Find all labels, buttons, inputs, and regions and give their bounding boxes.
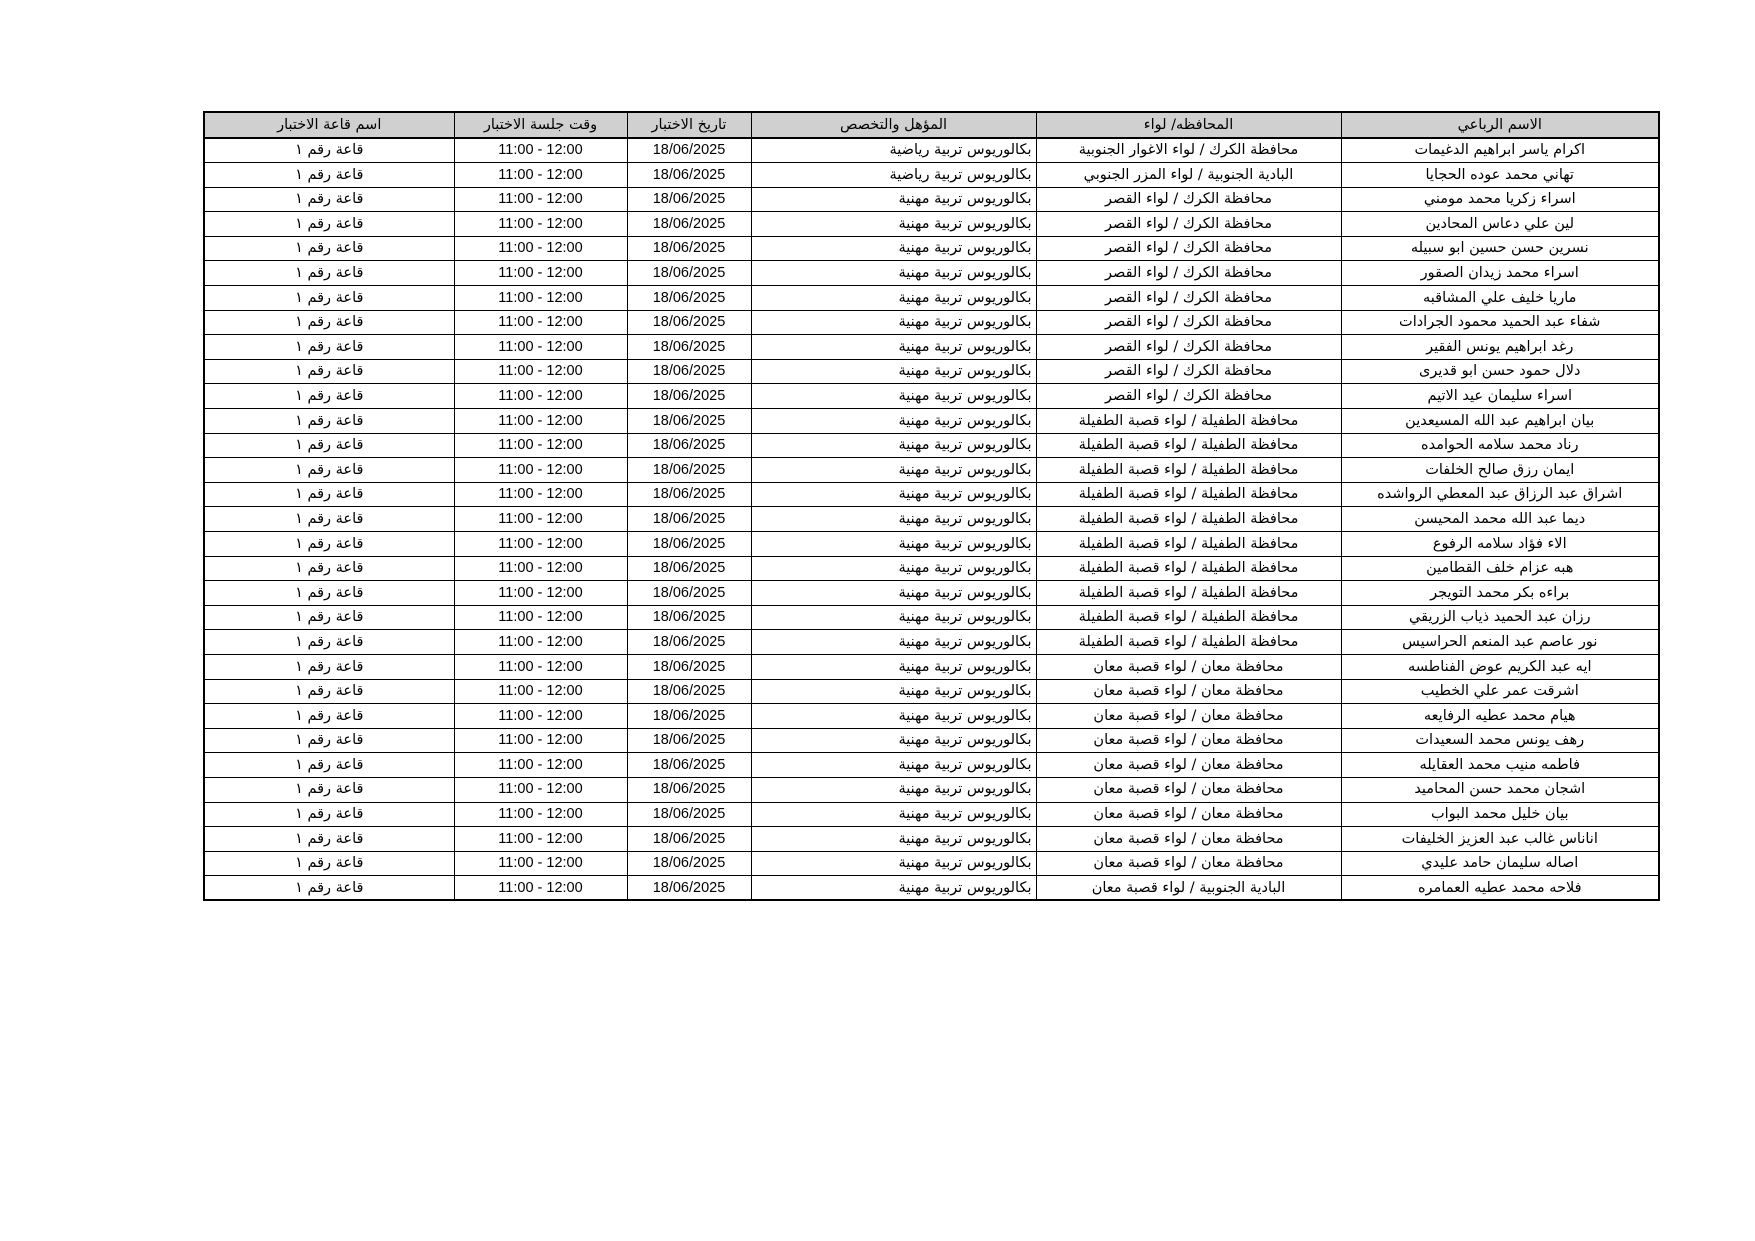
cell-time: 11:00 - 12:00 [454,138,627,163]
cell-time: 11:00 - 12:00 [454,581,627,606]
cell-date: 18/06/2025 [627,335,751,360]
cell-qualification: بكالوريوس تربية مهنية [751,876,1036,901]
cell-time: 11:00 - 12:00 [454,236,627,261]
cell-date: 18/06/2025 [627,138,751,163]
cell-hall: قاعة رقم ١ [204,679,454,704]
cell-name: دلال حمود حسن ابو قديرى [1341,359,1659,384]
cell-date: 18/06/2025 [627,433,751,458]
cell-date: 18/06/2025 [627,187,751,212]
cell-time: 11:00 - 12:00 [454,753,627,778]
table-row [204,532,1659,557]
cell-date: 18/06/2025 [627,163,751,188]
cell-governorate: محافظة معان / لواء قصبة معان [1036,827,1341,852]
cell-governorate: محافظة معان / لواء قصبة معان [1036,851,1341,876]
cell-name: ماريا خليف علي المشاقبه [1341,286,1659,311]
cell-time: 11:00 - 12:00 [454,876,627,901]
cell-date: 18/06/2025 [627,310,751,335]
table-row [204,236,1659,261]
cell-time: 11:00 - 12:00 [454,261,627,286]
table-row [204,777,1659,802]
cell-hall: قاعة رقم ١ [204,236,454,261]
cell-qualification: بكالوريوس تربية مهنية [751,679,1036,704]
cell-name: ايمان رزق صالح الخلفات [1341,458,1659,483]
cell-hall: قاعة رقم ١ [204,851,454,876]
cell-hall: قاعة رقم ١ [204,605,454,630]
cell-name: اصاله سليمان حامد عليدي [1341,851,1659,876]
cell-time: 11:00 - 12:00 [454,728,627,753]
cell-governorate: محافظة معان / لواء قصبة معان [1036,654,1341,679]
cell-time: 11:00 - 12:00 [454,851,627,876]
table-row [204,409,1659,434]
table-row [204,876,1659,901]
cell-hall: قاعة رقم ١ [204,827,454,852]
table-row [204,458,1659,483]
cell-governorate: محافظة الطفيلة / لواء قصبة الطفيلة [1036,482,1341,507]
cell-hall: قاعة رقم ١ [204,654,454,679]
cell-hall: قاعة رقم ١ [204,532,454,557]
cell-governorate: البادية الجنوبية / لواء قصبة معان [1036,876,1341,901]
cell-qualification: بكالوريوس تربية مهنية [751,532,1036,557]
cell-time: 11:00 - 12:00 [454,777,627,802]
cell-name: بيان ابراهيم عبد الله المسيعدين [1341,409,1659,434]
table-row [204,654,1659,679]
cell-name: رغد ابراهيم يونس الفقير [1341,335,1659,360]
cell-date: 18/06/2025 [627,236,751,261]
table-row [204,507,1659,532]
cell-qualification: بكالوريوس تربية مهنية [751,409,1036,434]
cell-qualification: بكالوريوس تربية رياضية [751,138,1036,163]
cell-hall: قاعة رقم ١ [204,876,454,901]
cell-hall: قاعة رقم ١ [204,138,454,163]
cell-hall: قاعة رقم ١ [204,630,454,655]
cell-date: 18/06/2025 [627,654,751,679]
cell-name: اشراق عبد الرزاق عبد المعطي الرواشده [1341,482,1659,507]
cell-name: بيان خليل محمد البواب [1341,802,1659,827]
cell-hall: قاعة رقم ١ [204,507,454,532]
cell-qualification: بكالوريوس تربية مهنية [751,728,1036,753]
cell-time: 11:00 - 12:00 [454,359,627,384]
cell-qualification: بكالوريوس تربية مهنية [751,753,1036,778]
cell-time: 11:00 - 12:00 [454,654,627,679]
table-row [204,187,1659,212]
cell-time: 11:00 - 12:00 [454,482,627,507]
table-row [204,704,1659,729]
cell-qualification: بكالوريوس تربية مهنية [751,384,1036,409]
cell-time: 11:00 - 12:00 [454,310,627,335]
cell-qualification: بكالوريوس تربية رياضية [751,163,1036,188]
cell-hall: قاعة رقم ١ [204,433,454,458]
cell-name: اسراء زكريا محمد مومني [1341,187,1659,212]
cell-time: 11:00 - 12:00 [454,605,627,630]
cell-qualification: بكالوريوس تربية مهنية [751,236,1036,261]
cell-name: فلاحه محمد عطيه العمامره [1341,876,1659,901]
cell-qualification: بكالوريوس تربية مهنية [751,261,1036,286]
cell-governorate: محافظة الكرك / لواء الاغوار الجنوبية [1036,138,1341,163]
table-row [204,433,1659,458]
cell-time: 11:00 - 12:00 [454,532,627,557]
table-row [204,310,1659,335]
cell-time: 11:00 - 12:00 [454,187,627,212]
cell-time: 11:00 - 12:00 [454,704,627,729]
cell-date: 18/06/2025 [627,532,751,557]
cell-qualification: بكالوريوس تربية مهنية [751,507,1036,532]
cell-governorate: محافظة الطفيلة / لواء قصبة الطفيلة [1036,532,1341,557]
cell-qualification: بكالوريوس تربية مهنية [751,359,1036,384]
cell-qualification: بكالوريوس تربية مهنية [751,851,1036,876]
cell-hall: قاعة رقم ١ [204,581,454,606]
table-row [204,851,1659,876]
cell-time: 11:00 - 12:00 [454,507,627,532]
cell-qualification: بكالوريوس تربية مهنية [751,827,1036,852]
table-row [204,679,1659,704]
cell-hall: قاعة رقم ١ [204,728,454,753]
table-row [204,212,1659,237]
cell-time: 11:00 - 12:00 [454,335,627,360]
cell-governorate: محافظة معان / لواء قصبة معان [1036,753,1341,778]
header-time: وقت جلسة الاختبار [454,112,627,138]
cell-date: 18/06/2025 [627,728,751,753]
cell-date: 18/06/2025 [627,507,751,532]
cell-hall: قاعة رقم ١ [204,409,454,434]
table-row [204,286,1659,311]
table-row [204,605,1659,630]
table-body [204,138,1659,900]
cell-governorate: البادية الجنوبية / لواء المزر الجنوبي [1036,163,1341,188]
cell-date: 18/06/2025 [627,630,751,655]
table-row [204,138,1659,163]
table-row [204,359,1659,384]
cell-governorate: محافظة الكرك / لواء القصر [1036,286,1341,311]
cell-governorate: محافظة الطفيلة / لواء قصبة الطفيلة [1036,409,1341,434]
cell-date: 18/06/2025 [627,876,751,901]
cell-governorate: محافظة الكرك / لواء القصر [1036,384,1341,409]
cell-hall: قاعة رقم ١ [204,384,454,409]
cell-name: تهاني محمد عوده الحجايا [1341,163,1659,188]
cell-governorate: محافظة معان / لواء قصبة معان [1036,802,1341,827]
cell-date: 18/06/2025 [627,581,751,606]
cell-name: نسرين حسن حسين ابو سبيله [1341,236,1659,261]
cell-qualification: بكالوريوس تربية مهنية [751,630,1036,655]
cell-time: 11:00 - 12:00 [454,212,627,237]
cell-name: ديما عبد الله محمد المحيسن [1341,507,1659,532]
table-row [204,802,1659,827]
header-hall: اسم قاعة الاختبار [204,112,454,138]
cell-name: رناد محمد سلامه الحوامده [1341,433,1659,458]
cell-name: اناناس غالب عبد العزيز الخليفات [1341,827,1659,852]
cell-hall: قاعة رقم ١ [204,753,454,778]
cell-governorate: محافظة الطفيلة / لواء قصبة الطفيلة [1036,581,1341,606]
cell-governorate: محافظة معان / لواء قصبة معان [1036,679,1341,704]
cell-qualification: بكالوريوس تربية مهنية [751,777,1036,802]
cell-qualification: بكالوريوس تربية مهنية [751,286,1036,311]
table-header [204,112,1659,138]
cell-name: براءه بكر محمد التويجر [1341,581,1659,606]
cell-governorate: محافظة معان / لواء قصبة معان [1036,777,1341,802]
cell-time: 11:00 - 12:00 [454,827,627,852]
cell-time: 11:00 - 12:00 [454,630,627,655]
cell-qualification: بكالوريوس تربية مهنية [751,556,1036,581]
cell-name: اسراء سليمان عيد الاتيم [1341,384,1659,409]
header-row [204,112,1659,138]
cell-governorate: محافظة الكرك / لواء القصر [1036,261,1341,286]
cell-hall: قاعة رقم ١ [204,286,454,311]
cell-date: 18/06/2025 [627,212,751,237]
cell-hall: قاعة رقم ١ [204,802,454,827]
cell-name: رهف يونس محمد السعيدات [1341,728,1659,753]
cell-governorate: محافظة الطفيلة / لواء قصبة الطفيلة [1036,630,1341,655]
cell-name: رزان عبد الحميد ذياب الزريقي [1341,605,1659,630]
cell-governorate: محافظة الطفيلة / لواء قصبة الطفيلة [1036,458,1341,483]
cell-date: 18/06/2025 [627,482,751,507]
cell-qualification: بكالوريوس تربية مهنية [751,335,1036,360]
table-row [204,556,1659,581]
cell-time: 11:00 - 12:00 [454,433,627,458]
cell-governorate: محافظة الكرك / لواء القصر [1036,310,1341,335]
cell-name: ايه عبد الكريم عوض الفناطسه [1341,654,1659,679]
cell-qualification: بكالوريوس تربية مهنية [751,433,1036,458]
cell-governorate: محافظة معان / لواء قصبة معان [1036,704,1341,729]
table-row [204,261,1659,286]
cell-governorate: محافظة الكرك / لواء القصر [1036,212,1341,237]
cell-qualification: بكالوريوس تربية مهنية [751,704,1036,729]
cell-date: 18/06/2025 [627,286,751,311]
cell-date: 18/06/2025 [627,704,751,729]
cell-qualification: بكالوريوس تربية مهنية [751,581,1036,606]
cell-name: هبه عزام خلف القطامين [1341,556,1659,581]
cell-hall: قاعة رقم ١ [204,310,454,335]
table-row [204,630,1659,655]
cell-qualification: بكالوريوس تربية مهنية [751,187,1036,212]
cell-qualification: بكالوريوس تربية مهنية [751,458,1036,483]
header-name: الاسم الرباعي [1341,112,1659,138]
cell-qualification: بكالوريوس تربية مهنية [751,212,1036,237]
cell-qualification: بكالوريوس تربية مهنية [751,654,1036,679]
cell-hall: قاعة رقم ١ [204,556,454,581]
cell-hall: قاعة رقم ١ [204,704,454,729]
cell-time: 11:00 - 12:00 [454,286,627,311]
cell-date: 18/06/2025 [627,556,751,581]
cell-time: 11:00 - 12:00 [454,409,627,434]
cell-governorate: محافظة معان / لواء قصبة معان [1036,728,1341,753]
cell-date: 18/06/2025 [627,827,751,852]
cell-date: 18/06/2025 [627,753,751,778]
cell-governorate: محافظة الكرك / لواء القصر [1036,236,1341,261]
table-row [204,384,1659,409]
cell-governorate: محافظة الطفيلة / لواء قصبة الطفيلة [1036,507,1341,532]
cell-name: اكرام ياسر ابراهيم الدغيمات [1341,138,1659,163]
cell-name: اشجان محمد حسن المحاميد [1341,777,1659,802]
cell-name: اسراء محمد زيدان الصقور [1341,261,1659,286]
cell-time: 11:00 - 12:00 [454,163,627,188]
cell-name: الاء فؤاد سلامه الرفوع [1341,532,1659,557]
cell-qualification: بكالوريوس تربية مهنية [751,482,1036,507]
cell-qualification: بكالوريوس تربية مهنية [751,310,1036,335]
cell-governorate: محافظة الطفيلة / لواء قصبة الطفيلة [1036,605,1341,630]
cell-hall: قاعة رقم ١ [204,335,454,360]
cell-hall: قاعة رقم ١ [204,261,454,286]
cell-hall: قاعة رقم ١ [204,187,454,212]
cell-time: 11:00 - 12:00 [454,802,627,827]
cell-name: لين علي دعاس المحادين [1341,212,1659,237]
cell-qualification: بكالوريوس تربية مهنية [751,605,1036,630]
table-row [204,728,1659,753]
cell-time: 11:00 - 12:00 [454,458,627,483]
cell-date: 18/06/2025 [627,802,751,827]
cell-date: 18/06/2025 [627,384,751,409]
cell-date: 18/06/2025 [627,679,751,704]
exam-schedule-table [203,111,1660,901]
cell-hall: قاعة رقم ١ [204,163,454,188]
cell-date: 18/06/2025 [627,458,751,483]
cell-name: اشرقت عمر علي الخطيب [1341,679,1659,704]
table-row [204,163,1659,188]
cell-name: نور عاصم عبد المنعم الحراسيس [1341,630,1659,655]
cell-name: شفاء عبد الحميد محمود الجرادات [1341,310,1659,335]
cell-hall: قاعة رقم ١ [204,212,454,237]
cell-hall: قاعة رقم ١ [204,458,454,483]
cell-governorate: محافظة الطفيلة / لواء قصبة الطفيلة [1036,433,1341,458]
header-qualification: المؤهل والتخصص [751,112,1036,138]
table-row [204,581,1659,606]
cell-time: 11:00 - 12:00 [454,679,627,704]
cell-hall: قاعة رقم ١ [204,359,454,384]
cell-date: 18/06/2025 [627,777,751,802]
table-row [204,335,1659,360]
cell-date: 18/06/2025 [627,359,751,384]
cell-governorate: محافظة الطفيلة / لواء قصبة الطفيلة [1036,556,1341,581]
cell-time: 11:00 - 12:00 [454,384,627,409]
cell-hall: قاعة رقم ١ [204,482,454,507]
cell-name: فاطمه منيب محمد العقايله [1341,753,1659,778]
cell-date: 18/06/2025 [627,409,751,434]
cell-governorate: محافظة الكرك / لواء القصر [1036,335,1341,360]
cell-governorate: محافظة الكرك / لواء القصر [1036,359,1341,384]
table-row [204,753,1659,778]
cell-date: 18/06/2025 [627,605,751,630]
cell-qualification: بكالوريوس تربية مهنية [751,802,1036,827]
cell-governorate: محافظة الكرك / لواء القصر [1036,187,1341,212]
cell-hall: قاعة رقم ١ [204,777,454,802]
table-row [204,482,1659,507]
table-row [204,827,1659,852]
header-governorate: المحافظه/ لواء [1036,112,1341,138]
cell-date: 18/06/2025 [627,261,751,286]
header-date: تاريخ الاختبار [627,112,751,138]
cell-name: هيام محمد عطيه الرفايعه [1341,704,1659,729]
cell-time: 11:00 - 12:00 [454,556,627,581]
cell-date: 18/06/2025 [627,851,751,876]
